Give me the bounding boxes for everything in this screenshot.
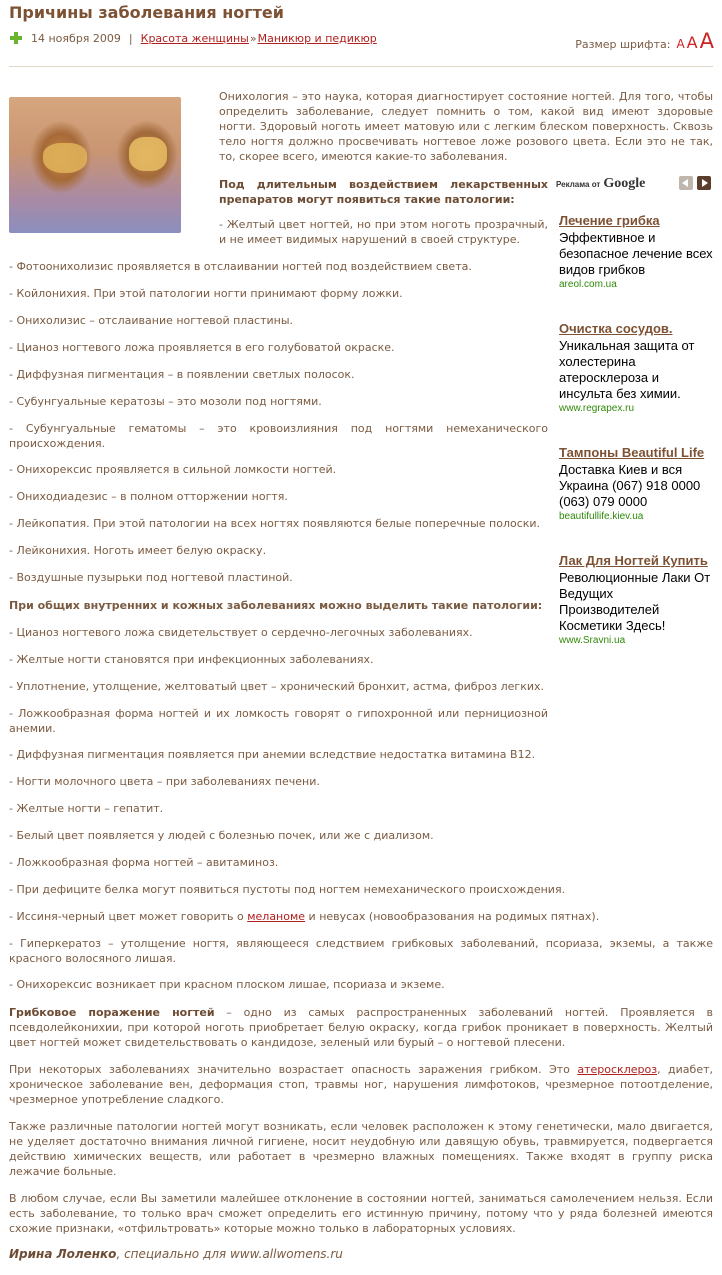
- ad-title-link[interactable]: Лечение грибка: [559, 213, 660, 228]
- also-paragraph: Также различные патологии ногтей могут возникать, если человек расположен к этому генетически, мало двигается, не уделяет достаточно внимания личной гигиене, носит неудобную или давящую обувь, травмируется, подвергается действию химических веществ, или работает в чрезмерно влажных помещениях. Также входят в группу риска лежачие больные.: [9, 1120, 713, 1178]
- section-heading-internal: При общих внутренних и кожных заболеваниях можно выделить такие патологии:: [9, 599, 543, 612]
- ad-url[interactable]: www.Sravni.ua: [559, 635, 626, 646]
- risk-paragraph: [9, 1062, 713, 1107]
- list-item: - Онихорексис проявляется в сильной ломкости ногтей.: [9, 463, 337, 476]
- list-item: - Гиперкератоз – утолщение ногтя, являющееся следствием грибковых заболеваний, псориаза, экземы, а также красного волосяного лишая.: [9, 937, 713, 965]
- author-source: , специально для www.allwomens.ru: [116, 1247, 343, 1261]
- list-item: - Диффузная пигментация появляется при анемии вследствие недостатка витамина В12.: [9, 748, 536, 761]
- atherosclerosis-link[interactable]: атеросклероз: [577, 1063, 658, 1076]
- article-title: Причины заболевания ногтей: [9, 3, 284, 22]
- nail-shape: [43, 143, 87, 173]
- font-size-medium-button[interactable]: A: [686, 33, 698, 52]
- risk-text-after: , диабет, хроническое заболевание вен, деформация стоп, травмы ног, нарушения лимфотоков, чрезмерное потоотделение, чрезмерное употребление сладкого.: [9, 1063, 713, 1106]
- ad-item[interactable]: [559, 321, 715, 415]
- ads-prev-arrow-icon[interactable]: [679, 176, 693, 190]
- category-link[interactable]: Красота женщины: [140, 31, 249, 45]
- list-item: - Цианоз ногтевого ложа проявляется в его голубоватой окраске.: [9, 341, 395, 354]
- section-heading-drugs: Под длительным воздействием лекарственных препаратов могут появиться такие патологии:: [219, 178, 548, 206]
- subcategory-link[interactable]: Маникюр и педикюр: [257, 31, 377, 45]
- list-item: - Ложкообразная форма ногтей и их ломкость говорят о гипохронной или пернициозной анемии.: [9, 707, 548, 735]
- list-item: - Белый цвет появляется у людей с болезнью почек, или же с диализом.: [9, 829, 434, 842]
- article-meta: [9, 31, 377, 45]
- intro-paragraph: Онихология – это наука, которая диагностирует состояние ногтей. Для того, чтобы определить заболевание, следует помнить о том, какой вид имеют здоровые ногти. Здоровый ноготь имеет матовую или с легким блеском поверхность. Сквозь тело ногтя должно просвечивать ногтевое ложе розового цвета. Если это не так, то, скорее всего, имеются какие-то заболевания.: [219, 90, 713, 163]
- ad-url[interactable]: areol.com.ua: [559, 279, 617, 290]
- list-item: - Желтый цвет ногтей, но при этом ноготь прозрачный, и не имеет видимых нарушений в своей структуре.: [219, 218, 548, 246]
- list-item: - Цианоз ногтевого ложа свидетельствует о сердечно-легочных заболеваниях.: [9, 626, 473, 639]
- list-item: - Субунгуальные кератозы – это мозоли под ногтями.: [9, 395, 322, 408]
- font-size-label: Размер шрифта:: [575, 38, 671, 51]
- fungal-text: – одно из самых распространенных заболеваний ногтей. Проявляется в псевдолейконихии, при которой ноготь приобретает белую окраску, когда грибок проникает в поверхность. Желтый цвет ногтей может свидетельствовать о кандидозе, зеленый или бурый – о ногтевой плесени.: [9, 1006, 714, 1049]
- list-item: - Фотоонихолизис проявляется в отслаивании ногтей под воздействием света.: [9, 260, 472, 273]
- ad-description: Уникальная защита от холестерина атеросклероза и инсульта без химии.: [559, 338, 695, 401]
- google-logo: Google: [603, 176, 646, 191]
- list-item: - Желтые ногти становятся при инфекционных заболеваниях.: [9, 653, 374, 666]
- font-size-small-button[interactable]: A: [676, 37, 685, 51]
- ad-description: Революционные Лаки От Ведущих Производителей Косметики Здесь!: [559, 570, 711, 633]
- melanoma-link[interactable]: меланоме: [247, 910, 306, 923]
- list-item: - Уплотнение, утолщение, желтоватый цвет – хронический бронхит, астма, фиброз легких.: [9, 680, 545, 693]
- breadcrumb-separator: »: [249, 31, 257, 45]
- list-item: - Субунгуальные гематомы – это кровоизлияния под ногтями немеханического происхождения.: [9, 422, 548, 450]
- melanoma-text-after: и невусах (новообразования на родимых пятнах).: [305, 910, 600, 923]
- fungal-paragraph: [9, 1005, 713, 1050]
- melanoma-text-before: - Иссиня-черный цвет может говорить о: [9, 910, 248, 923]
- ads-label: Реклама от: [556, 179, 601, 189]
- list-item: - Желтые ногти – гепатит.: [9, 802, 164, 815]
- list-item: - Воздушные пузырьки под ногтевой пластиной.: [9, 571, 293, 584]
- list-item: - Онихорексис возникает при красном плоском лишае, псориаза и экземе.: [9, 978, 445, 991]
- list-item: - Диффузная пигментация – в появлении светлых полосок.: [9, 368, 355, 381]
- ad-url[interactable]: www.regrapex.ru: [559, 403, 635, 414]
- nail-shape: [129, 137, 167, 171]
- ad-description: Доставка Киев и вся Украина (067) 918 0000 (063) 079 0000: [559, 462, 701, 509]
- list-item: - Койлонихия. При этой патологии ногти принимают форму ложки.: [9, 287, 403, 300]
- conclusion-paragraph: В любом случае, если Вы заметили малейшее отклонение в состоянии ногтей, заниматься самолечением нельзя. Если есть заболевание, то только врач сможет определить его истинную причину, потому что у ряда болезней имеются схожие признаки, «отфильтровать» которые можно только в лабораторных условиях.: [9, 1192, 713, 1235]
- list-item: - При дефиците белка могут появиться пустоты под ногтем немеханического происхождения.: [9, 883, 566, 896]
- ad-item[interactable]: [559, 445, 715, 523]
- meta-separator: |: [128, 31, 133, 45]
- ad-url[interactable]: beautifullife.kiev.ua: [559, 511, 644, 522]
- list-item: - Лейкопатия. При этой патологии на всех ногтях появляются белые поперечные полоски.: [9, 517, 541, 530]
- plus-icon[interactable]: [9, 31, 23, 45]
- fungal-bold: Грибковое поражение ногтей: [9, 1006, 215, 1019]
- list-item: - Ложкообразная форма ногтей – авитаминоз.: [9, 856, 279, 869]
- list-item: - Ногти молочного цвета – при заболеваниях печени.: [9, 775, 320, 788]
- ad-item[interactable]: [559, 213, 715, 291]
- ad-title-link[interactable]: Лак Для Ногтей Купить: [559, 553, 708, 568]
- list-item: - Лейконихия. Ноготь имеет белую окраску.: [9, 544, 267, 557]
- article-photo: [9, 97, 181, 233]
- font-size-large-button[interactable]: A: [699, 29, 714, 53]
- list-item: - Онихолизис – отслаивание ногтевой пластины.: [9, 314, 294, 327]
- header-divider: [9, 66, 713, 67]
- author-name: Ирина Лоленко: [9, 1247, 117, 1261]
- list-item: [9, 909, 713, 924]
- ad-title-link[interactable]: Тампоны Beautiful Life: [559, 445, 705, 460]
- list-item: - Ониходиадезис – в полном отторжении ногтя.: [9, 490, 288, 503]
- ads-next-arrow-icon[interactable]: [697, 176, 711, 190]
- ad-item[interactable]: [559, 553, 715, 647]
- ad-description: Эффективное и безопасное лечение всех видов грибков: [559, 230, 713, 277]
- author-line: [9, 1247, 343, 1261]
- risk-text-before: При некоторых заболеваниях значительно возрастает опасность заражения грибком. Это: [9, 1063, 578, 1076]
- font-size-control: [575, 29, 714, 53]
- article-date: 14 ноября 2009: [31, 31, 121, 45]
- ad-title-link[interactable]: Очистка сосудов.: [559, 321, 673, 336]
